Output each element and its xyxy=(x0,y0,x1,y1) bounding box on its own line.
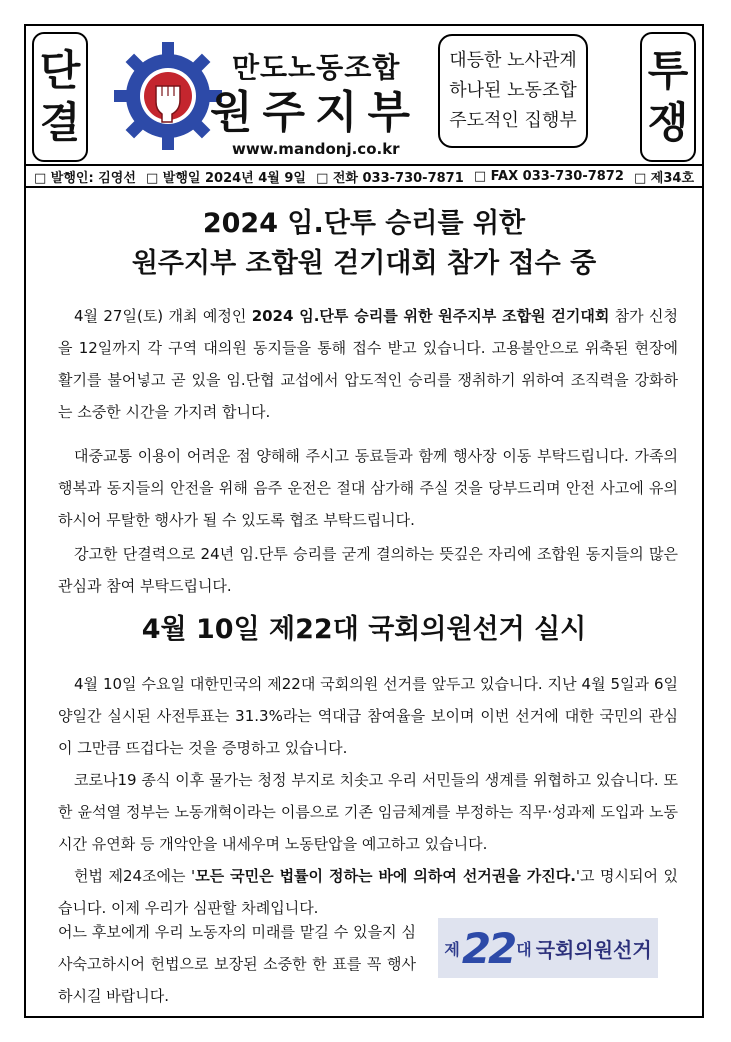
struggle-char-2: 쟁 xyxy=(647,98,689,147)
unity-char-1: 단 xyxy=(39,46,81,95)
slogan-line-3: 주도적인 집행부 xyxy=(449,110,577,131)
branch-name: 원주지부 xyxy=(210,87,421,138)
bold-constitution-quote: 모든 국민은 법률이 정하는 바에 의하여 선거권을 가진다. xyxy=(195,867,576,885)
election-logo xyxy=(438,918,658,978)
website-link[interactable]: www.mandonj.co.kr xyxy=(232,140,400,158)
gear-fist-icon xyxy=(112,40,224,152)
struggle-banner xyxy=(640,32,696,162)
article-2-paragraph-3 xyxy=(58,860,678,924)
slogan-line-2: 하나된 노동조합 xyxy=(449,80,577,101)
article-2-paragraph-1: 4월 10일 수요일 대한민국의 제22대 국회의원 선거를 앞두고 있습니다. 지난 4월 5일과 6일 양일간 실시된 사전투표는 31.3%라는 역대급 참여율을 보이며 이번 선거에 대한 국민의 관심이 그만큼 뜨겁다는 것을 증명하고 있습니다. xyxy=(58,675,678,757)
text-run: 4월 27일(토) 개최 예정인 xyxy=(74,307,252,325)
publish-date: □ 발행일 2024년 4월 9일 xyxy=(145,170,306,186)
struggle-char-1: 투 xyxy=(647,46,689,95)
election-logo-text: 국회의원선거 xyxy=(535,937,652,962)
article-1-paragraph-1 xyxy=(58,300,678,428)
union-name: 만도노동조합 xyxy=(232,51,401,84)
fax-number: □ FAX 033-730-7872 xyxy=(473,168,624,184)
phone-number: □ 전화 033-730-7871 xyxy=(316,170,464,186)
publication-info-bar xyxy=(26,164,702,188)
article-2-paragraph-4: 어느 후보에게 우리 노동자의 미래를 맡길 수 있을지 심사숙고하시어 헌법으로 보장된 소중한 한 표를 꼭 행사하시길 바랍니다. xyxy=(58,923,416,1005)
bold-event-name: 2024 임.단투 승리를 위한 원주지부 조합원 걷기대회 xyxy=(251,307,610,325)
unity-char-2: 결 xyxy=(39,98,81,147)
slogan-box xyxy=(438,34,588,148)
issue-number: □ 제34호 xyxy=(633,170,694,186)
article-1-title-line-2: 원주지부 조합원 걷기대회 참가 접수 중 xyxy=(131,248,597,279)
publisher: □ 발행인: 김영선 xyxy=(34,170,136,186)
text-run: 참가 신청을 12일까지 각 구역 대의원 동지들을 통해 접수 받고 있습니다. 고용불안으로 위축된 현장에 활기를 불어넣고 곧 있을 임.단협 교섭에서 압도적인 승리를 쟁취하기 위하여 조직력을 강화하는 소중한 시간을 가지려 합니다. xyxy=(58,307,679,421)
article-2-title: 4월 10일 제22대 국회의원선거 실시 xyxy=(141,614,587,645)
article-2-paragraph-2: 코로나19 종식 이후 물가는 청정 부지로 치솟고 우리 서민들의 생계를 위협하고 있습니다. 또한 윤석열 정부는 노동개혁이라는 이름으로 기존 임금체계를 부정하는 직무·성과제 도입과 노동시간 유연화 등 개악안을 내세우며 노동탄압을 예고하고 있습니다. xyxy=(58,771,679,853)
text-run: '고 명시되어 있습니다. 이제 우리가 심판할 차례입니다. xyxy=(58,867,679,917)
election-logo-number: 22 xyxy=(461,923,515,973)
union-logo-area xyxy=(102,32,432,162)
election-logo-je: 제 xyxy=(444,939,460,959)
article-1-paragraph-2: 대중교통 이용이 어려운 점 양해해 주시고 동료들과 함께 행사장 이동 부탁드립니다. 가족의 행복과 동지들의 안전을 위해 음주 운전은 절대 삼가해 주실 것을 당부드리며 안전 사고에 유의하시어 무탈한 행사가 될 수 있도록 협조 부탁드립니다. xyxy=(58,447,678,529)
article-1-title-line-1: 2024 임.단투 승리를 위한 xyxy=(202,208,526,239)
text-run: 헌법 제24조에는 ' xyxy=(74,867,196,885)
unity-banner xyxy=(32,32,88,162)
article-1-title xyxy=(26,204,702,284)
article-1-paragraph-3: 강고한 단결력으로 24년 임.단투 승리를 굳게 결의하는 뜻깊은 자리에 조합원 동지들의 많은 관심과 참여 부탁드립니다. xyxy=(58,545,678,595)
election-logo-dae: 대 xyxy=(516,939,532,959)
newsletter-frame xyxy=(24,24,704,1018)
slogan-line-1: 대등한 노사관계 xyxy=(449,50,577,71)
